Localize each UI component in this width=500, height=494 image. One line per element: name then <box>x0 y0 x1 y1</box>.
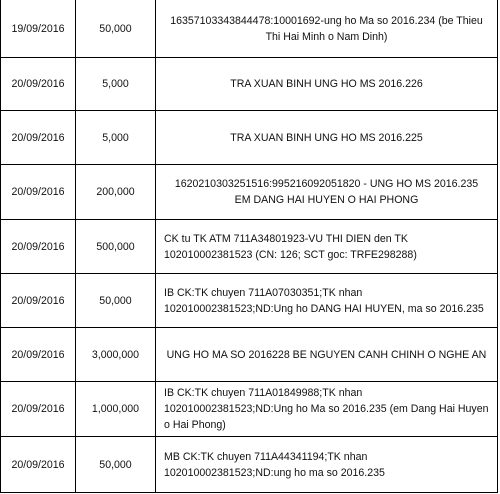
date-cell: 20/09/2016 <box>1 111 76 164</box>
table-row <box>0 110 498 164</box>
description-cell: IB CK:TK chuyen 711A07030351;TK nhan 102010002381523;ND:Ung ho DANG HAI HUYEN, ma so 2016.235 <box>164 286 484 315</box>
table-row <box>0 219 498 273</box>
amount-cell: 1,000,000 <box>76 382 156 436</box>
description-cell: MB CK:TK chuyen 711A44341194;TK nhan 102010002381523;ND:ung ho ma so 2016.235 <box>164 450 385 479</box>
table-row <box>0 436 498 493</box>
date-cell: 20/09/2016 <box>1 382 76 436</box>
date-cell: 20/09/2016 <box>1 165 76 219</box>
amount-cell: 500,000 <box>76 220 156 273</box>
table-row <box>0 273 498 327</box>
date-cell: 20/09/2016 <box>1 437 76 492</box>
amount-cell: 200,000 <box>76 165 156 219</box>
date-cell: 20/09/2016 <box>1 220 76 273</box>
date-cell: 20/09/2016 <box>1 328 76 381</box>
description-cell: 16357103343844478:10001692-ung ho Ma so 2016.234 (be Thieu Thi Hai Minh o Nam Dinh) <box>170 14 483 43</box>
amount-cell: 3,000,000 <box>76 328 156 381</box>
amount-cell: 50,000 <box>76 437 156 492</box>
table-row <box>0 164 498 219</box>
amount-cell: 50,000 <box>76 274 156 327</box>
date-cell: 19/09/2016 <box>1 0 76 57</box>
description-cell: UNG HO MA SO 2016228 BE NGUYEN CANH CHINH O NGHE AN <box>166 348 487 361</box>
description-cell: CK tu TK ATM 711A34801923-VU THI DIEN den TK 102010002381523 (CN: 126; SCT goc: TRFE298288) <box>164 232 417 261</box>
description-cell: TRA XUAN BINH UNG HO MS 2016.226 <box>230 78 423 90</box>
amount-cell: 50,000 <box>76 0 156 57</box>
description-cell: 1620210303251516:995216092051820 - UNG HO MS 2016.235 EM DANG HAI HUYEN O HAI PHONG <box>174 178 479 206</box>
table-row <box>0 327 498 381</box>
amount-cell: 5,000 <box>76 111 156 164</box>
table-row <box>0 57 498 110</box>
table-row <box>0 0 498 57</box>
description-cell: IB CK:TK chuyen 711A01849988;TK nhan 102010002381523;ND:Ung ho Ma so 2016.235 (em Dang Hai Huyen o Hai Phong) <box>164 387 489 431</box>
description-cell: TRA XUAN BINH UNG HO MS 2016.225 <box>230 131 423 144</box>
table-row <box>0 381 498 436</box>
date-cell: 20/09/2016 <box>1 58 76 110</box>
date-cell: 20/09/2016 <box>1 274 76 327</box>
amount-cell: 5,000 <box>76 58 156 110</box>
